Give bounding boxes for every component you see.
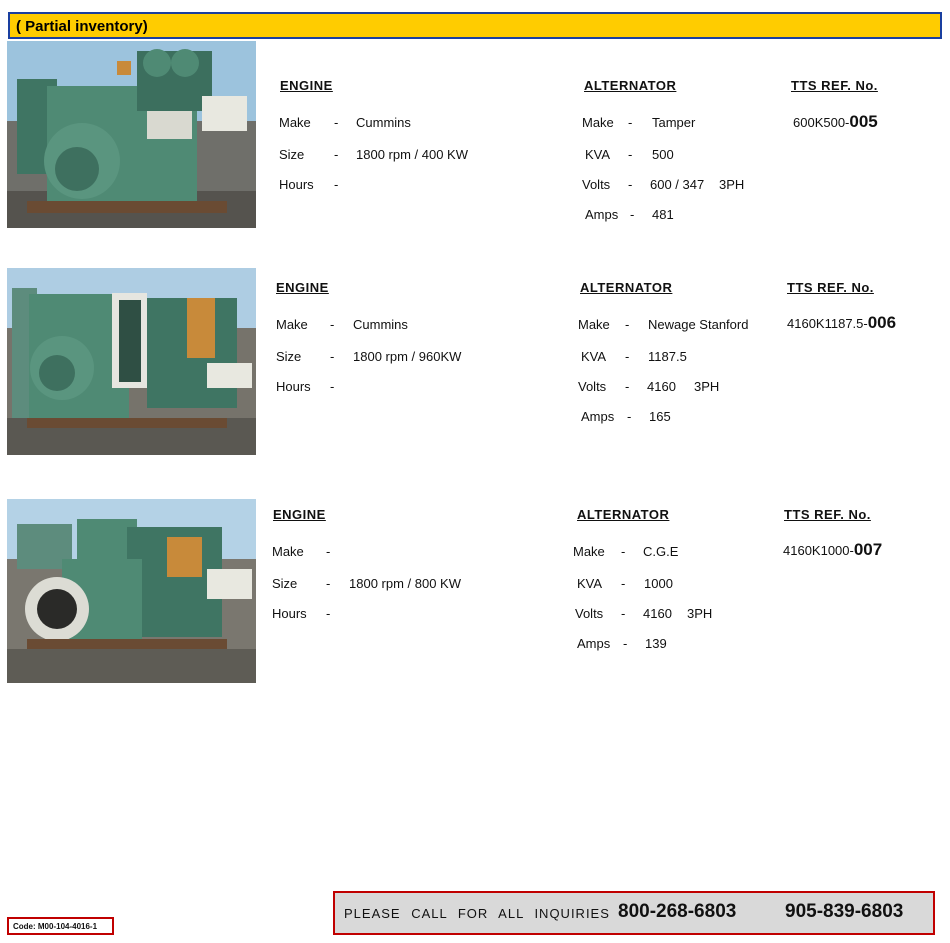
dash: - (625, 317, 630, 332)
ref-heading-1: TTS REF. No. (791, 78, 878, 93)
ref-suffix-2: 006 (867, 313, 897, 332)
alternator-heading-2: ALTERNATOR (580, 280, 673, 295)
engine-heading-1: ENGINE (280, 78, 333, 93)
ref-prefix-3: 4160K1000- (783, 543, 854, 558)
dash: - (621, 606, 626, 621)
alt-phase-3: 3PH (687, 606, 713, 621)
alt-amps-value-1: 481 (652, 207, 674, 222)
dash: - (628, 177, 633, 192)
engine-make-label-3: Make (272, 544, 304, 559)
dash: - (623, 636, 628, 651)
phone-number-2[interactable]: 905-839-6803 (785, 901, 904, 922)
inquiries-banner (333, 891, 935, 935)
dash: - (330, 379, 335, 394)
dash: - (621, 576, 626, 591)
document-code-box (7, 917, 114, 935)
engine-size-value-2: 1800 rpm / 960KW (353, 349, 462, 364)
inventory-header-bar (8, 12, 942, 39)
ref-number-1 (793, 112, 878, 132)
ref-number-3 (783, 540, 882, 560)
dash: - (625, 379, 630, 394)
alt-amps-value-3: 139 (645, 636, 667, 651)
dash: - (621, 544, 626, 559)
alt-make-value-1: Tamper (652, 115, 696, 130)
dash: - (330, 349, 335, 364)
engine-hours-label-2: Hours (276, 379, 311, 394)
alt-make-value-2: Newage Stanford (648, 317, 749, 332)
alt-kva-value-1: 500 (652, 147, 674, 162)
alt-amps-value-2: 165 (649, 409, 671, 424)
dash: - (326, 576, 331, 591)
alt-phase-1: 3PH (719, 177, 745, 192)
generator-photo-1 (7, 41, 256, 228)
engine-heading-2: ENGINE (276, 280, 329, 295)
engine-size-label-3: Size (272, 576, 298, 591)
engine-hours-label-3: Hours (272, 606, 307, 621)
engine-size-label-1: Size (279, 147, 305, 162)
engine-make-label-1: Make (279, 115, 311, 130)
dash: - (625, 349, 630, 364)
dash: - (628, 115, 633, 130)
engine-size-value-1: 1800 rpm / 400 KW (356, 147, 468, 162)
alt-make-value-3: C.G.E (643, 544, 679, 559)
dash: - (334, 177, 339, 192)
dash: - (334, 147, 339, 162)
dash: - (627, 409, 632, 424)
alt-amps-label-1: Amps (585, 207, 619, 222)
alt-phase-2: 3PH (694, 379, 720, 394)
alt-volts-value-2: 4160 (647, 379, 676, 394)
alt-amps-label-2: Amps (581, 409, 615, 424)
dash: - (334, 115, 339, 130)
ref-prefix-2: 4160K1187.5- (787, 316, 868, 331)
dash: - (330, 317, 335, 332)
dash: - (628, 147, 633, 162)
ref-number-2 (787, 313, 896, 333)
generator-photo-3 (7, 499, 256, 683)
engine-hours-label-1: Hours (279, 177, 314, 192)
document-code: Code: M00-104-4016-1 (13, 922, 98, 931)
ref-suffix-3: 007 (853, 540, 883, 559)
alt-kva-value-3: 1000 (644, 576, 673, 591)
alt-volts-value-3: 4160 (643, 606, 672, 621)
alt-kva-label-3: KVA (577, 576, 603, 591)
engine-size-label-2: Size (276, 349, 302, 364)
alt-volts-label-3: Volts (575, 606, 604, 621)
phone-number-1[interactable]: 800-268-6803 (618, 901, 737, 922)
alternator-heading-1: ALTERNATOR (584, 78, 677, 93)
engine-make-value-1: Cummins (356, 115, 411, 130)
alt-kva-value-2: 1187.5 (648, 349, 687, 364)
dash: - (326, 544, 331, 559)
engine-size-value-3: 1800 rpm / 800 KW (349, 576, 461, 591)
alt-kva-label-2: KVA (581, 349, 607, 364)
alt-amps-label-3: Amps (577, 636, 611, 651)
ref-prefix-1: 600K500- (793, 115, 850, 130)
alt-make-label-1: Make (582, 115, 614, 130)
alt-make-label-3: Make (573, 544, 605, 559)
ref-heading-2: TTS REF. No. (787, 280, 874, 295)
inquiries-message: PLEASE CALL FOR ALL INQUIRIES (344, 906, 610, 921)
alt-volts-label-2: Volts (578, 379, 607, 394)
alt-make-label-2: Make (578, 317, 610, 332)
ref-heading-3: TTS REF. No. (784, 507, 871, 522)
alt-volts-label-1: Volts (582, 177, 611, 192)
alt-volts-value-1: 600 / 347 (650, 177, 705, 192)
engine-make-value-2: Cummins (353, 317, 408, 332)
dash: - (326, 606, 331, 621)
ref-suffix-1: 005 (849, 112, 878, 131)
engine-heading-3: ENGINE (273, 507, 326, 522)
alt-kva-label-1: KVA (585, 147, 611, 162)
alternator-heading-3: ALTERNATOR (577, 507, 670, 522)
generator-photo-2 (7, 268, 256, 455)
dash: - (630, 207, 635, 222)
engine-make-label-2: Make (276, 317, 308, 332)
header-title: ( Partial inventory) (16, 18, 148, 35)
